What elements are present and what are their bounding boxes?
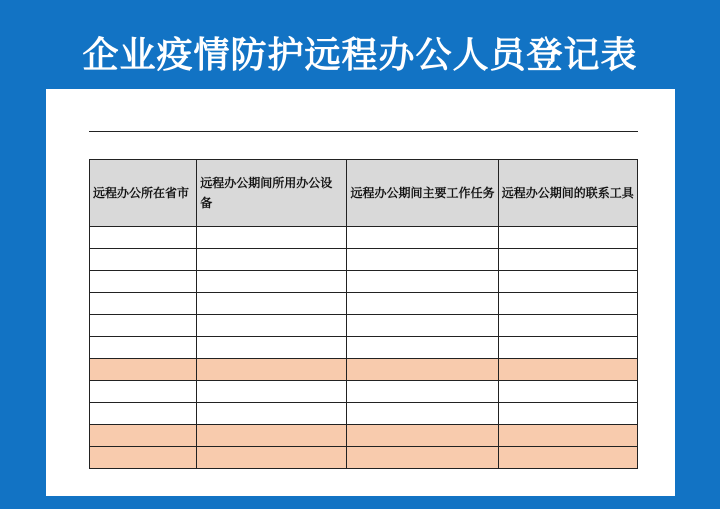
table-cell[interactable]: [197, 447, 347, 469]
table-cell[interactable]: [197, 249, 347, 271]
table-cell[interactable]: [498, 249, 637, 271]
header-contact-tools: 远程办公期间的联系工具: [498, 160, 637, 227]
table-header-row: [90, 160, 638, 227]
table-cell[interactable]: [498, 271, 637, 293]
table-cell[interactable]: [90, 227, 197, 249]
table-cell[interactable]: [498, 403, 637, 425]
table-cell[interactable]: [347, 425, 498, 447]
table-cell[interactable]: [347, 359, 498, 381]
table-cell[interactable]: [498, 227, 637, 249]
header-province-city: 远程办公所在省市: [90, 160, 197, 227]
table-row: [90, 447, 638, 469]
table-cell[interactable]: [498, 425, 637, 447]
table-cell[interactable]: [90, 403, 197, 425]
table-cell[interactable]: [347, 315, 498, 337]
table-cell[interactable]: [90, 271, 197, 293]
table-cell[interactable]: [347, 249, 498, 271]
top-rule-line: [89, 131, 638, 132]
table-cell[interactable]: [498, 337, 637, 359]
table-cell[interactable]: [197, 315, 347, 337]
table-cell[interactable]: [347, 271, 498, 293]
header-main-tasks: 远程办公期间主要工作任务: [347, 160, 498, 227]
header-office-equipment: 远程办公期间所用办公设备: [197, 160, 347, 227]
table-cell[interactable]: [197, 381, 347, 403]
table-cell[interactable]: [498, 293, 637, 315]
table-cell[interactable]: [498, 315, 637, 337]
table-cell[interactable]: [347, 293, 498, 315]
table-cell[interactable]: [90, 359, 197, 381]
table-cell[interactable]: [90, 315, 197, 337]
table-cell[interactable]: [197, 293, 347, 315]
table-row: [90, 249, 638, 271]
table-body: [90, 227, 638, 469]
table-row: [90, 381, 638, 403]
table-cell[interactable]: [197, 337, 347, 359]
table-row: [90, 271, 638, 293]
table-row: [90, 403, 638, 425]
table-cell[interactable]: [197, 425, 347, 447]
table-cell[interactable]: [498, 447, 637, 469]
table-cell[interactable]: [90, 293, 197, 315]
table-cell[interactable]: [498, 359, 637, 381]
table-cell[interactable]: [347, 447, 498, 469]
form-sheet: [46, 89, 675, 496]
table-cell[interactable]: [90, 425, 197, 447]
table-cell[interactable]: [90, 381, 197, 403]
table-cell[interactable]: [347, 337, 498, 359]
table-row: [90, 359, 638, 381]
table-cell[interactable]: [347, 403, 498, 425]
table-cell[interactable]: [197, 227, 347, 249]
table-cell[interactable]: [498, 381, 637, 403]
table-row: [90, 337, 638, 359]
table-row: [90, 227, 638, 249]
table-cell[interactable]: [90, 337, 197, 359]
table-cell[interactable]: [197, 359, 347, 381]
table-row: [90, 315, 638, 337]
table-cell[interactable]: [347, 227, 498, 249]
page-title: 企业疫情防护远程办公人员登记表: [82, 35, 638, 76]
table-cell[interactable]: [90, 447, 197, 469]
table-row: [90, 425, 638, 447]
table-cell[interactable]: [197, 271, 347, 293]
table-row: [90, 293, 638, 315]
table-cell[interactable]: [347, 381, 498, 403]
registration-table: [89, 159, 638, 469]
table-cell[interactable]: [197, 403, 347, 425]
table-cell[interactable]: [90, 249, 197, 271]
